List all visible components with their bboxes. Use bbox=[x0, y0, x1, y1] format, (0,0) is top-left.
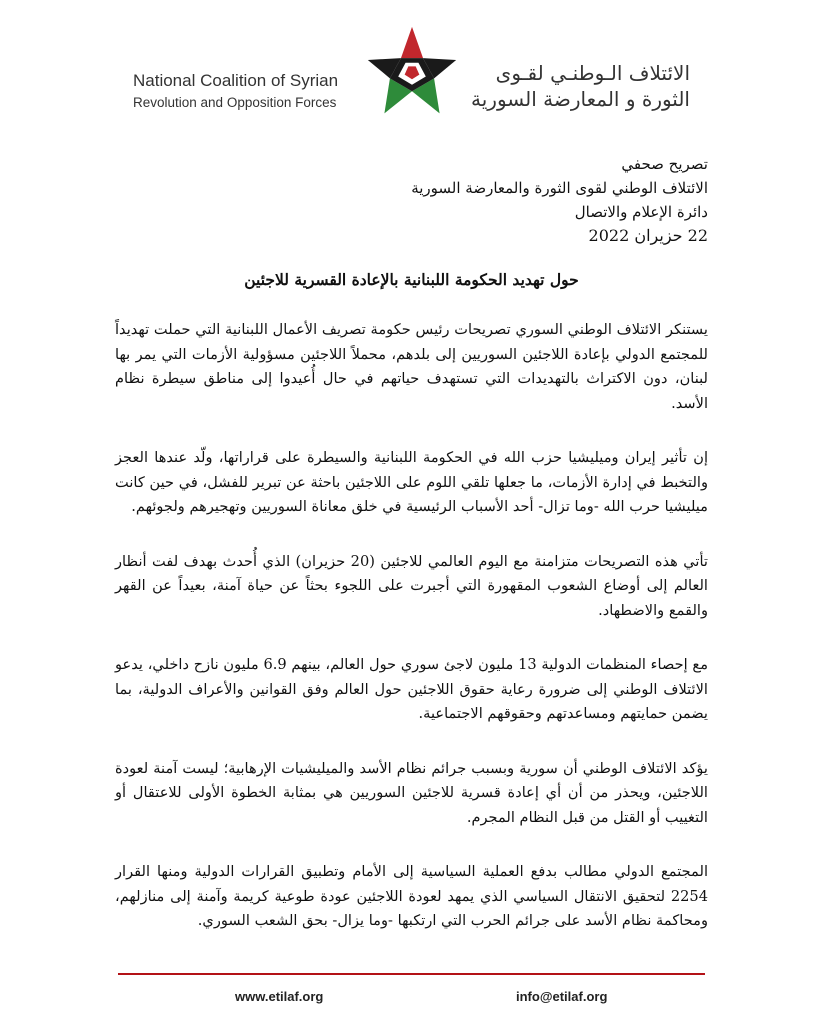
org-name-en-line2: Revolution and Opposition Forces bbox=[133, 95, 337, 110]
footer-email-link[interactable]: info@etilaf.org bbox=[516, 989, 608, 1004]
paragraph: مع إحصاء المنظمات الدولية 13 مليون لاجئ سوري حول العالم، بينهم 6.9 مليون نازح داخلي، يدعو الائتلاف الوطني إلى ضرورة رعاية حقوق اللاجئين حول العالم وفق القوانين والأعراف الدولية، بما يضمن حمايتهم ومساعدتهم وحقوقهم الاجتماعية. bbox=[115, 656, 709, 722]
statement-meta bbox=[411, 152, 708, 248]
paragraph: المجتمع الدولي مطالب بدفع العملية السياسية إلى الأمام وتطبيق القرارات الدولية ومنها القرار 2254 لتحقيق الانتقال السياسي الذي يمهد لعودة اللاجئين عودة طوعية كريمة وآمنة إلى منازلهم، ومحاكمة نظام الأسد على جرائم الحرب التي ارتكبها -وما يزال- بحق الشعب السوري. bbox=[115, 863, 708, 929]
letterhead bbox=[0, 0, 823, 140]
statement-type: تصريح صحفي bbox=[621, 155, 708, 173]
org-name-ar-line2: الثورة و المعارضة السورية bbox=[471, 87, 690, 111]
statement-department: دائرة الإعلام والاتصال bbox=[574, 203, 708, 221]
paragraph: يستنكر الائتلاف الوطني السوري تصريحات رئيس حكومة تصريف الأعمال اللبنانية التي حملت تهديداً للمجتمع الدولي بإعادة اللاجئين السوريين إلى بلدهم، محملاً اللاجئين مسؤولية الأزمات التي يمر بها لبنان، دون الاكتراث بالتهديدات التي تستهدف حياتهم في حال أُعيدوا إلى مناطق سيطرة نظام الأسد. bbox=[115, 321, 708, 412]
statement-body bbox=[115, 318, 708, 964]
paragraph: يؤكد الائتلاف الوطني أن سورية وبسبب جرائم نظام الأسد والميليشيات الإرهابية؛ ليست آمنة لعودة اللاجئين، ويحذر من أن أي إعادة قسرية للاجئين السوريين هي بمثابة الخطوة الأولى للاعتقال أو التغييب أو القتل من قبل النظام المجرم. bbox=[115, 759, 708, 826]
paragraph: إن تأثير إيران وميليشيا حزب الله في الحكومة اللبنانية والسيطرة على قراراتها، ولّد عندها العجز والتخبط في إدارة الأزمات، ما جعلها تلقي اللوم على اللاجئين باحثة عن تبرير للفشل، في حين كانت ميليشيا حرب الله -وما تزال- أحد الأسباب الرئيسية في خلق معاناة السوريين وتهجيرهم ولجوئهم. bbox=[115, 449, 708, 515]
org-name-english bbox=[133, 70, 338, 114]
coalition-star-logo bbox=[364, 25, 460, 117]
org-name-arabic bbox=[471, 60, 690, 112]
statement-date: 22 حزيران 2022 bbox=[588, 226, 708, 245]
org-name-ar-line1: الائتلاف الـوطنـي لقـوى bbox=[495, 61, 690, 85]
org-name-en-line1: National Coalition of Syrian bbox=[133, 71, 339, 90]
statement-title: حول تهديد الحكومة اللبنانية بالإعادة القسرية للاجئين bbox=[244, 270, 579, 289]
footer-website-link[interactable]: www.etilaf.org bbox=[235, 989, 324, 1004]
paragraph: تأتي هذه التصريحات متزامنة مع اليوم العالمي للاجئين (20 حزيران) الذي أُحدث بهدف لفت أنظار العالم إلى أوضاع الشعوب المقهورة التي أجبرت على اللجوء بحثاً عن حياة آمنة، بعيداً عن القهر والقمع والاضطهاد. bbox=[115, 552, 708, 619]
footer-divider bbox=[118, 973, 705, 975]
statement-org: الائتلاف الوطني لقوى الثورة والمعارضة السورية bbox=[411, 179, 708, 197]
